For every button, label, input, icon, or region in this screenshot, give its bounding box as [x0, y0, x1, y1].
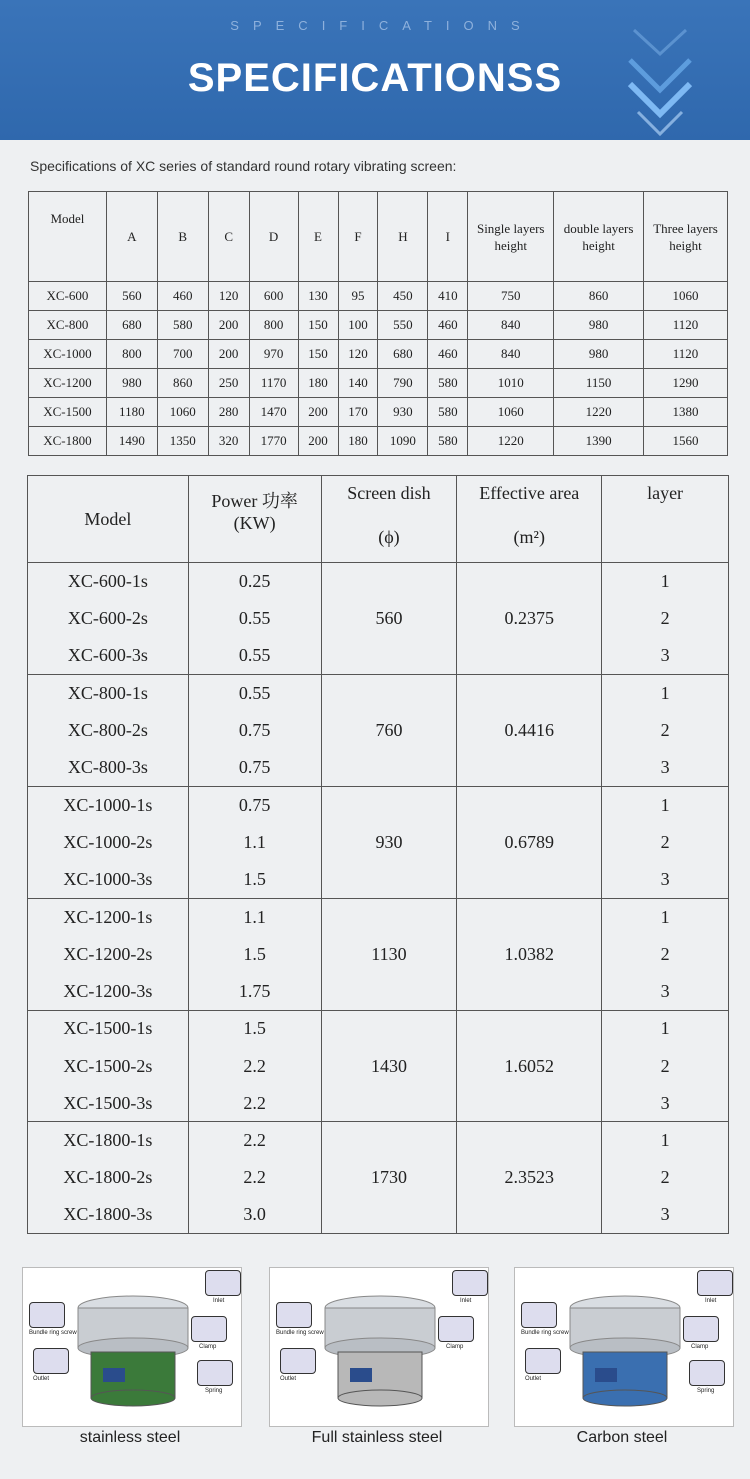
- table-cell: 150: [298, 311, 338, 340]
- model-cell: XC-1800-1s: [28, 1122, 189, 1159]
- table-cell: XC-600: [29, 282, 107, 311]
- table-cell: 600: [249, 282, 298, 311]
- model-cell: XC-600-2s: [28, 600, 189, 637]
- table-cell: 1120: [644, 311, 728, 340]
- layer-cell: 1: [602, 1010, 729, 1047]
- power-cell: 0.75: [188, 712, 321, 749]
- table-row: [29, 340, 728, 369]
- photo-caption: Full stainless steel: [311, 1429, 443, 1446]
- screen-cell: 1430: [321, 1010, 457, 1122]
- table-cell: 460: [428, 311, 468, 340]
- table-cell: 980: [554, 311, 644, 340]
- col-header-model: Model: [28, 476, 189, 563]
- part-label: Outlet: [280, 1376, 297, 1382]
- col-header: Single layers height: [468, 192, 554, 282]
- detail-inset: [191, 1316, 227, 1342]
- col-header-screen: [321, 476, 457, 563]
- table-row: [29, 282, 728, 311]
- table-cell: 840: [468, 311, 554, 340]
- model-cell: XC-800-2s: [28, 712, 189, 749]
- area-label: Effective area: [479, 483, 580, 503]
- col-header-power: [188, 476, 321, 563]
- table-cell: 1010: [468, 369, 554, 398]
- layer-cell: 3: [602, 861, 729, 898]
- table-cell: XC-1500: [29, 398, 107, 427]
- table-cell: 1060: [468, 398, 554, 427]
- detail-inset: [697, 1270, 733, 1296]
- part-label: Outlet: [525, 1376, 542, 1382]
- table-cell: 1770: [249, 427, 298, 456]
- part-label: Spring: [697, 1388, 715, 1394]
- table-cell: 1170: [249, 369, 298, 398]
- detail-inset: [452, 1270, 488, 1296]
- power-cell: 0.75: [188, 786, 321, 823]
- part-label: Bundle ring screw: [29, 1330, 77, 1336]
- table-cell: 450: [378, 282, 428, 311]
- table-cell: 200: [208, 311, 249, 340]
- table-cell: 150: [298, 340, 338, 369]
- power-table: [27, 475, 729, 1234]
- table-cell: 750: [468, 282, 554, 311]
- area-cell: 0.2375: [457, 563, 602, 675]
- screen-cell: 560: [321, 563, 457, 675]
- model-cell: XC-1800-2s: [28, 1159, 189, 1196]
- model-cell: XC-600-1s: [28, 563, 189, 600]
- table-cell: 700: [157, 340, 208, 369]
- power-cell: 2.2: [188, 1085, 321, 1122]
- table-cell: 100: [338, 311, 378, 340]
- layer-cell: 3: [602, 637, 729, 674]
- layer-cell: 1: [602, 898, 729, 935]
- table-cell: 560: [106, 282, 157, 311]
- table-row: [29, 369, 728, 398]
- power-label: Power 功率: [211, 491, 298, 511]
- power-cell: 0.55: [188, 674, 321, 711]
- table-cell: 1060: [644, 282, 728, 311]
- power-cell: 1.5: [188, 935, 321, 972]
- col-header: H: [378, 192, 428, 282]
- table-cell: 800: [249, 311, 298, 340]
- table-cell: 180: [298, 369, 338, 398]
- table-cell: 130: [298, 282, 338, 311]
- col-header: D: [249, 192, 298, 282]
- power-cell: 0.55: [188, 637, 321, 674]
- table-cell: XC-1200: [29, 369, 107, 398]
- model-cell: XC-800-1s: [28, 674, 189, 711]
- table-cell: 840: [468, 340, 554, 369]
- table-row: [28, 786, 729, 823]
- model-cell: XC-1500-3s: [28, 1085, 189, 1122]
- table-row: [29, 427, 728, 456]
- table-cell: 680: [378, 340, 428, 369]
- header-banner: [0, 0, 750, 140]
- table-cell: 460: [428, 340, 468, 369]
- table-cell: 1220: [468, 427, 554, 456]
- col-header-area: [457, 476, 602, 563]
- model-cell: XC-1500-1s: [28, 1010, 189, 1047]
- col-header-layer: layer: [602, 476, 729, 563]
- table-cell: 1560: [644, 427, 728, 456]
- product-photo: [22, 1267, 242, 1427]
- table-cell: 800: [106, 340, 157, 369]
- table-caption: Specifications of XC series of standard round rotary vibrating screen:: [30, 158, 457, 174]
- table-cell: 860: [157, 369, 208, 398]
- table-row: [29, 398, 728, 427]
- layer-cell: 1: [602, 786, 729, 823]
- detail-inset: [205, 1270, 241, 1296]
- table-cell: XC-1000: [29, 340, 107, 369]
- model-cell: XC-1800-3s: [28, 1197, 189, 1234]
- table-cell: 200: [208, 340, 249, 369]
- layer-cell: 2: [602, 935, 729, 972]
- model-cell: XC-800-3s: [28, 749, 189, 786]
- model-cell: XC-600-3s: [28, 637, 189, 674]
- photo-caption: stainless steel: [79, 1429, 181, 1446]
- table-cell: 1470: [249, 398, 298, 427]
- table-cell: 1090: [378, 427, 428, 456]
- model-cell: XC-1000-3s: [28, 861, 189, 898]
- layer-cell: 2: [602, 1047, 729, 1084]
- table-cell: 790: [378, 369, 428, 398]
- area-cell: 1.0382: [457, 898, 602, 1010]
- table-cell: 120: [208, 282, 249, 311]
- table-cell: 580: [428, 369, 468, 398]
- col-header: Model: [29, 192, 107, 282]
- screen-cell: 930: [321, 786, 457, 898]
- power-cell: 1.75: [188, 973, 321, 1010]
- table-cell: 170: [338, 398, 378, 427]
- layer-cell: 2: [602, 1159, 729, 1196]
- power-cell: 0.75: [188, 749, 321, 786]
- power-cell: 1.5: [188, 1010, 321, 1047]
- col-header: F: [338, 192, 378, 282]
- screen-cell: 1130: [321, 898, 457, 1010]
- detail-inset: [276, 1302, 312, 1328]
- product-photo: [269, 1267, 489, 1427]
- table-cell: 580: [428, 398, 468, 427]
- power-unit: (KW): [233, 513, 276, 533]
- table-cell: 980: [106, 369, 157, 398]
- model-cell: XC-1200-2s: [28, 935, 189, 972]
- part-label: Clamp: [199, 1344, 217, 1350]
- layer-cell: 2: [602, 712, 729, 749]
- table-cell: 120: [338, 340, 378, 369]
- layer-cell: 3: [602, 749, 729, 786]
- table-cell: 180: [338, 427, 378, 456]
- screen-cell: 1730: [321, 1122, 457, 1234]
- layer-cell: 3: [602, 1085, 729, 1122]
- table-cell: 200: [298, 427, 338, 456]
- photo-caption: Carbon steel: [576, 1429, 668, 1446]
- table-cell: 580: [428, 427, 468, 456]
- table-cell: 580: [157, 311, 208, 340]
- col-header: double layers height: [554, 192, 644, 282]
- col-header: Three layers height: [644, 192, 728, 282]
- layer-cell: 1: [602, 1122, 729, 1159]
- model-cell: XC-1200-1s: [28, 898, 189, 935]
- power-cell: 1.1: [188, 898, 321, 935]
- table-cell: 1060: [157, 398, 208, 427]
- table-cell: 1150: [554, 369, 644, 398]
- power-cell: 2.2: [188, 1159, 321, 1196]
- table-row: [29, 311, 728, 340]
- chevron-down-icon: [620, 20, 700, 140]
- part-label: Outlet: [33, 1376, 50, 1382]
- model-cell: XC-1000-2s: [28, 824, 189, 861]
- part-label: Bundle ring screw: [521, 1330, 569, 1336]
- detail-inset: [521, 1302, 557, 1328]
- power-cell: 0.25: [188, 563, 321, 600]
- table-cell: 970: [249, 340, 298, 369]
- table-cell: XC-1800: [29, 427, 107, 456]
- table-cell: 200: [298, 398, 338, 427]
- table-cell: 320: [208, 427, 249, 456]
- layer-cell: 3: [602, 1197, 729, 1234]
- power-cell: 1.5: [188, 861, 321, 898]
- model-cell: XC-1500-2s: [28, 1047, 189, 1084]
- part-label: Bundle ring screw: [276, 1330, 324, 1336]
- detail-inset: [438, 1316, 474, 1342]
- col-header: I: [428, 192, 468, 282]
- col-header: A: [106, 192, 157, 282]
- detail-inset: [280, 1348, 316, 1374]
- part-label: Inlet: [213, 1298, 225, 1304]
- col-header: E: [298, 192, 338, 282]
- table-cell: 95: [338, 282, 378, 311]
- table-cell: 930: [378, 398, 428, 427]
- power-cell: 0.55: [188, 600, 321, 637]
- col-header: C: [208, 192, 249, 282]
- part-label: Clamp: [691, 1344, 709, 1350]
- detail-inset: [29, 1302, 65, 1328]
- table-cell: 680: [106, 311, 157, 340]
- table-cell: 1390: [554, 427, 644, 456]
- power-cell: 2.2: [188, 1047, 321, 1084]
- table-cell: 1180: [106, 398, 157, 427]
- power-cell: 3.0: [188, 1197, 321, 1234]
- area-unit: (m²): [513, 527, 545, 547]
- table-cell: 280: [208, 398, 249, 427]
- detail-inset: [197, 1360, 233, 1386]
- model-cell: XC-1000-1s: [28, 786, 189, 823]
- table-cell: 550: [378, 311, 428, 340]
- header-subtitle: SPECIFICATIONS: [230, 18, 534, 33]
- table-row: [28, 563, 729, 600]
- table-row: [28, 1010, 729, 1047]
- layer-cell: 1: [602, 563, 729, 600]
- detail-inset: [33, 1348, 69, 1374]
- layer-cell: 3: [602, 973, 729, 1010]
- part-label: Inlet: [460, 1298, 472, 1304]
- screen-cell: 760: [321, 674, 457, 786]
- part-label: Clamp: [446, 1344, 464, 1350]
- area-cell: 2.3523: [457, 1122, 602, 1234]
- power-cell: 1.1: [188, 824, 321, 861]
- table-cell: 460: [157, 282, 208, 311]
- screen-unit: (ϕ): [378, 527, 400, 547]
- table-cell: 1220: [554, 398, 644, 427]
- table-cell: 1490: [106, 427, 157, 456]
- table-cell: 140: [338, 369, 378, 398]
- screen-label: Screen dish: [347, 483, 431, 503]
- detail-inset: [683, 1316, 719, 1342]
- model-cell: XC-1200-3s: [28, 973, 189, 1010]
- area-cell: 0.4416: [457, 674, 602, 786]
- layer-cell: 1: [602, 674, 729, 711]
- table-cell: 1350: [157, 427, 208, 456]
- table-row: [28, 674, 729, 711]
- table-cell: 980: [554, 340, 644, 369]
- header-title: SPECIFICATIONSS: [187, 56, 563, 100]
- part-label: Inlet: [705, 1298, 717, 1304]
- area-cell: 0.6789: [457, 786, 602, 898]
- power-cell: 2.2: [188, 1122, 321, 1159]
- table-cell: 860: [554, 282, 644, 311]
- dimensions-table: [28, 191, 728, 456]
- table-cell: 250: [208, 369, 249, 398]
- table-cell: 1120: [644, 340, 728, 369]
- layer-cell: 2: [602, 824, 729, 861]
- table-cell: 1290: [644, 369, 728, 398]
- table-cell: XC-800: [29, 311, 107, 340]
- area-cell: 1.6052: [457, 1010, 602, 1122]
- part-label: Spring: [205, 1388, 223, 1394]
- table-cell: 1380: [644, 398, 728, 427]
- layer-cell: 2: [602, 600, 729, 637]
- product-photo: [514, 1267, 734, 1427]
- detail-inset: [689, 1360, 725, 1386]
- table-row: [28, 898, 729, 935]
- detail-inset: [525, 1348, 561, 1374]
- table-cell: 410: [428, 282, 468, 311]
- col-header: B: [157, 192, 208, 282]
- table-row: [28, 1122, 729, 1159]
